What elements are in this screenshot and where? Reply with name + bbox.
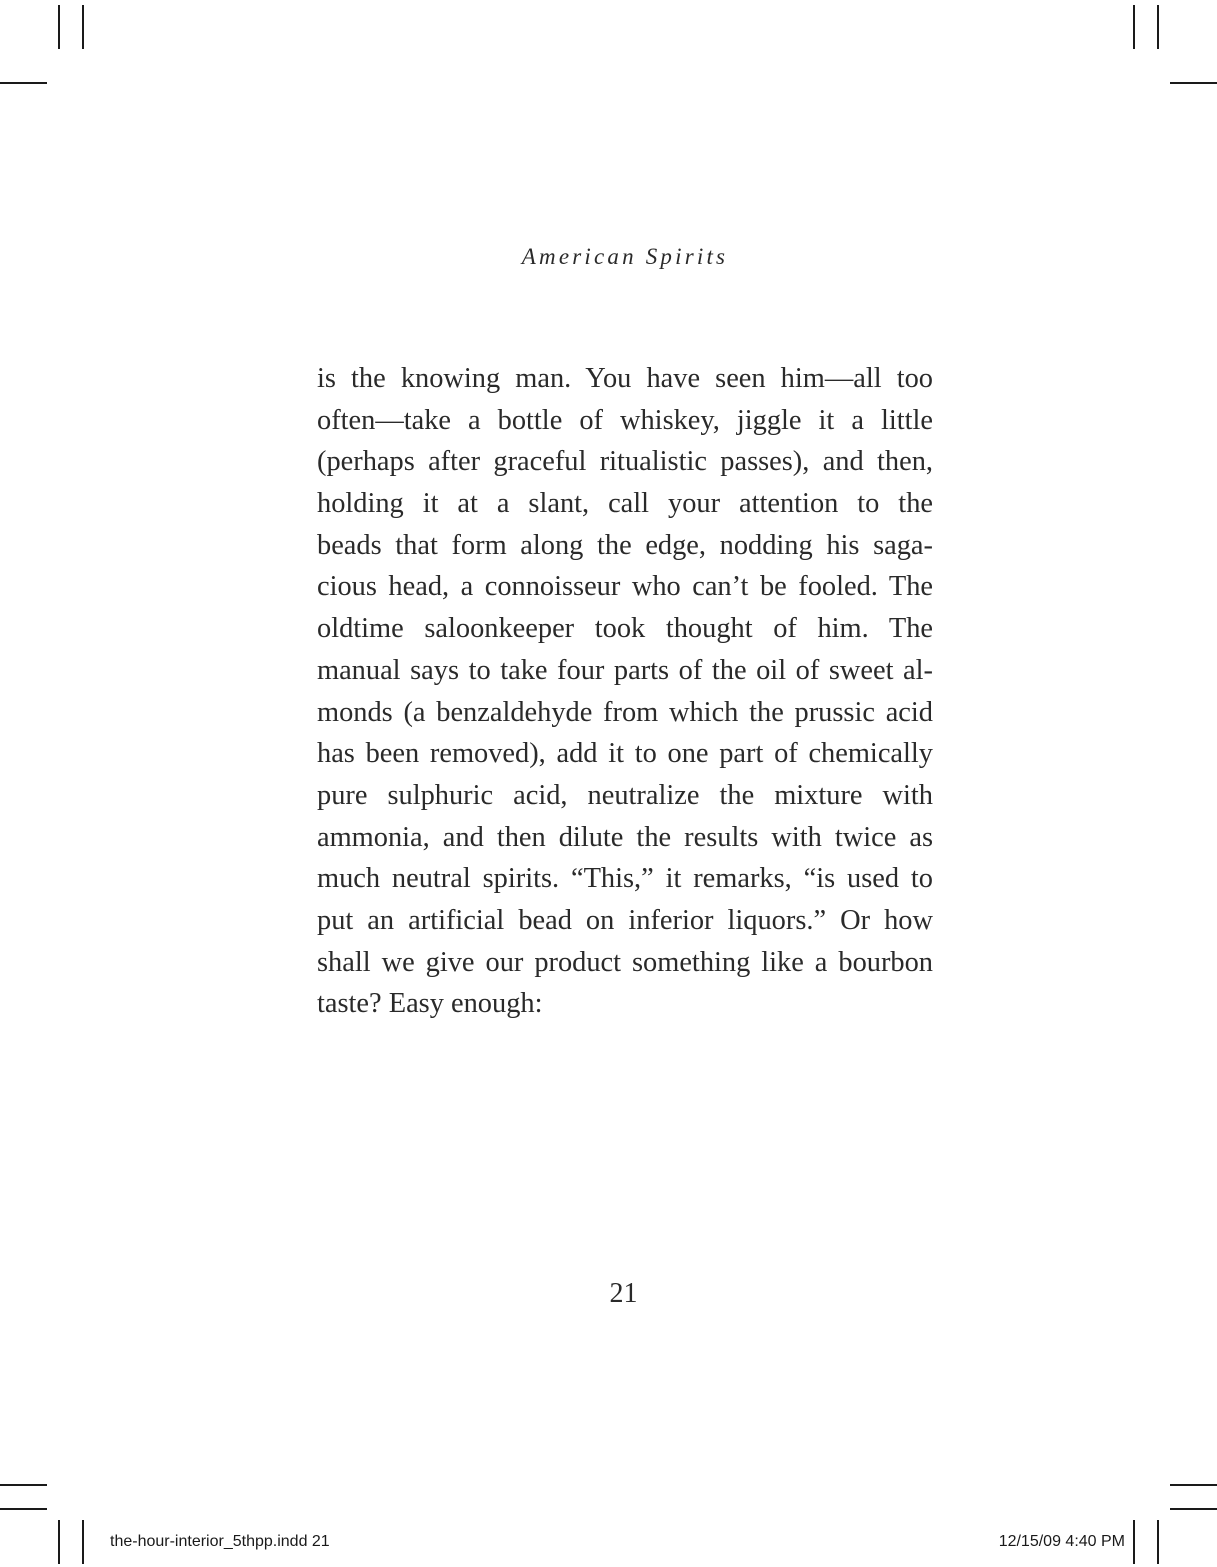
crop-mark-bottom-right-inner [1133,1520,1135,1564]
crop-mark-bottom-left-outer [58,1520,60,1564]
text-line: monds (a benzaldehyde from which the prussic acid [317,696,933,728]
slug-datetime: 12/15/09 4:40 PM [998,1533,1125,1550]
crop-mark-top-left-inner [82,5,84,49]
text-line: oldtime saloonkeeper took thought of him. The [317,613,933,645]
text-line-last: taste? Easy enough: [317,988,543,1020]
text-line: manual says to take four parts of the oil of sweet al- [317,654,933,686]
running-head: American Spirits [521,244,729,269]
text-line: cious head, a connoisseur who can’t be fooled. The [317,571,933,603]
crop-mark-top-right-horizontal [1170,82,1217,84]
text-line: is the knowing man. You have seen him—all too [317,363,933,394]
slug-filename: the-hour-interior_5thpp.indd 21 [110,1533,330,1550]
text-line: pure sulphuric acid, neutralize the mixture with [317,779,933,811]
text-line: has been removed), add it to one part of chemically [317,738,933,770]
crop-mark-bottom-right-horizontal-upper [1170,1484,1217,1486]
crop-mark-bottom-right-horizontal-lower [1170,1508,1217,1510]
text-line: shall we give our product something like a bourbon [317,946,933,978]
crop-mark-bottom-left-inner [82,1520,84,1564]
text-line: ammonia, and then dilute the results with twice as [317,821,933,853]
text-line: often—take a bottle of whiskey, jiggle it a little [317,404,933,436]
text-line: much neutral spirits. “This,” it remarks, “is used to [317,863,933,895]
crop-mark-top-left-outer [58,5,60,49]
text-line: (perhaps after graceful ritualistic passes), and then, [317,446,933,478]
crop-mark-top-right-inner [1133,5,1135,49]
crop-mark-top-right-outer [1157,5,1159,49]
body-paragraph [317,358,933,1025]
crop-mark-bottom-left-horizontal-lower [0,1508,47,1510]
text-line: beads that form along the edge, nodding his saga- [317,529,933,561]
crop-mark-bottom-left-horizontal-upper [0,1484,47,1486]
crop-mark-top-left-horizontal [0,82,47,84]
page-number: 21 [609,1278,638,1309]
crop-mark-bottom-right-outer [1157,1520,1159,1564]
text-line: put an artificial bead on inferior liquors.” Or how [317,904,933,936]
text-line: holding it at a slant, call your attention to the [317,488,933,520]
